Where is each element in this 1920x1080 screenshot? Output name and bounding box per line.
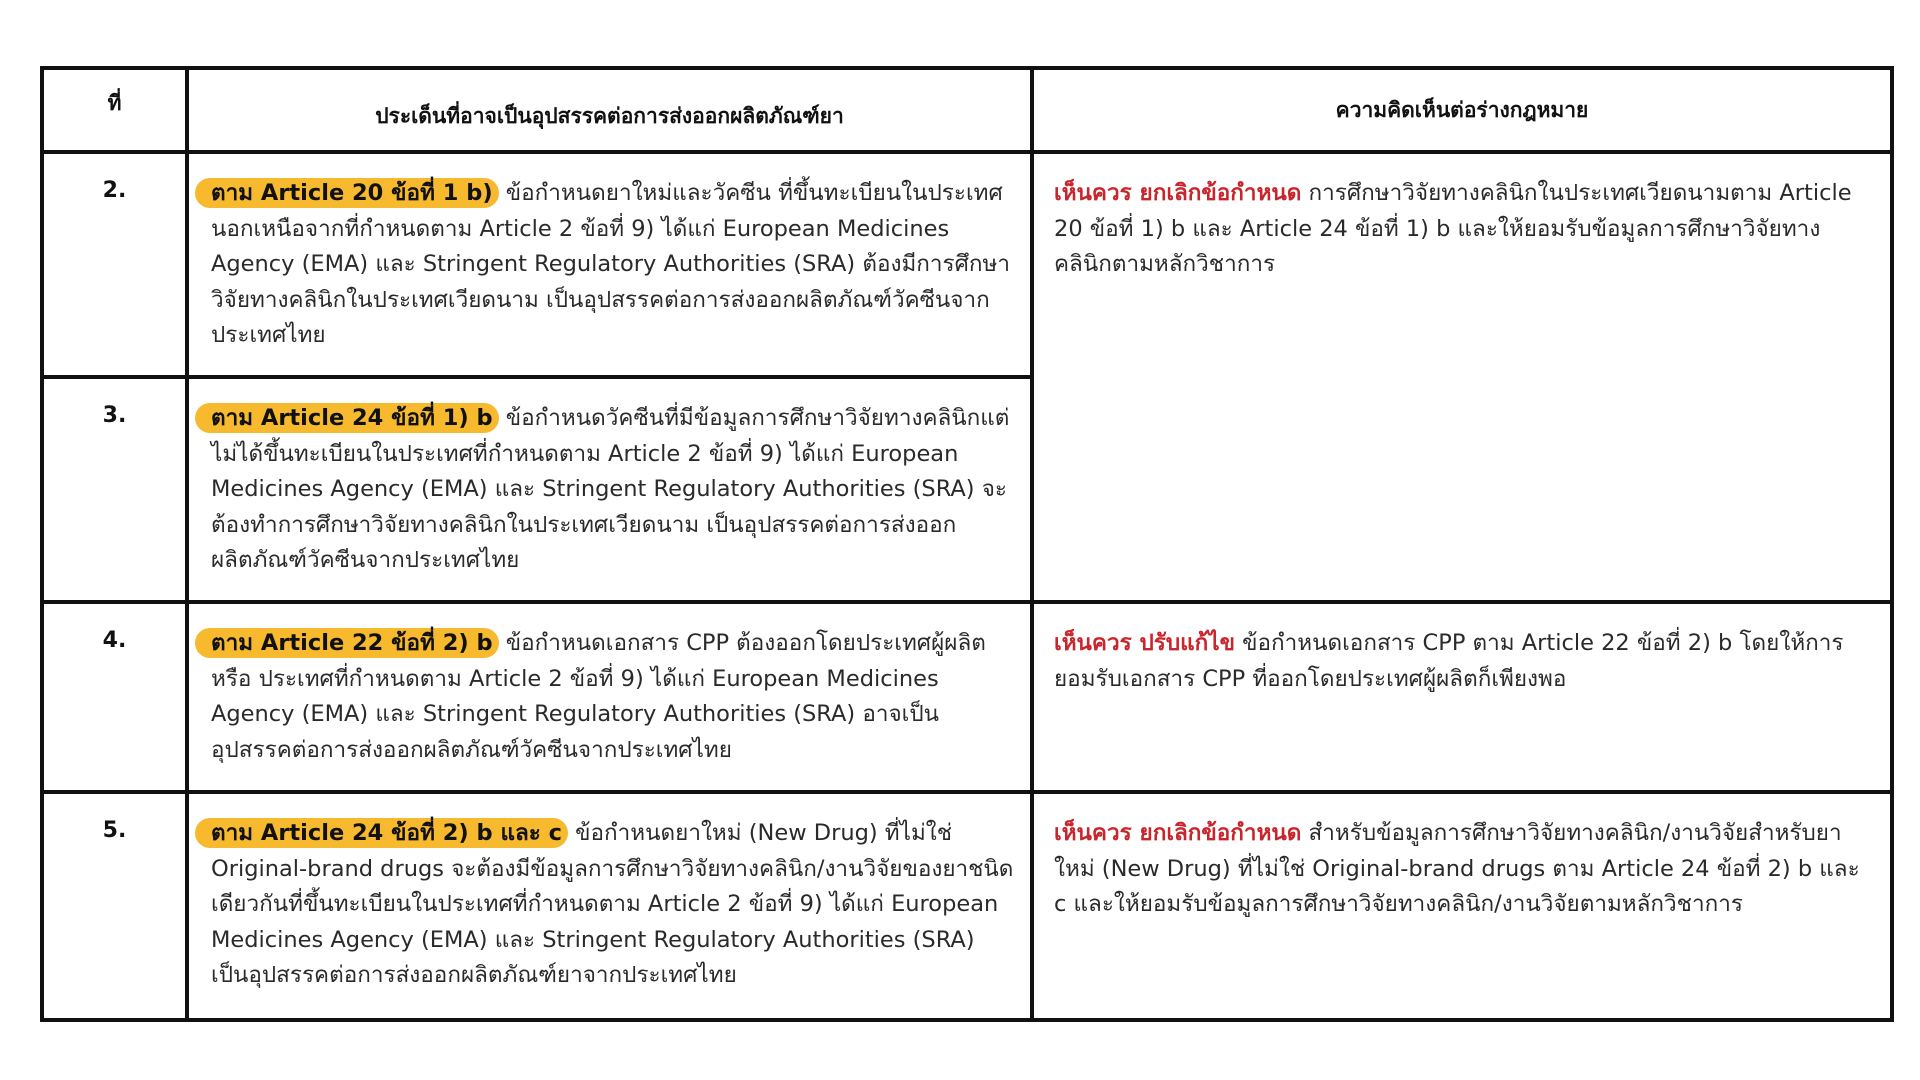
article-tag: ตาม Article 24 ข้อที่ 2) b และ c [195, 818, 568, 848]
table-row [42, 152, 1892, 377]
table-row [42, 792, 1892, 1020]
opinion-cell [1032, 152, 1892, 602]
opinion-text: สำหรับข้อมูลการศึกษาวิจัยทางคลินิก/งานวิจัยสำหรับยาใหม่ (New Drug) ที่ไม่ใช่ Original-brand drugs ตาม Article 24 ข้อที่ 2) b และ c และให้ยอมรับข้อมูลการศึกษาวิจัยทางคลินิก/งานวิจัยตามหลักวิชาการ [1054, 820, 1860, 917]
table-row [42, 602, 1892, 792]
issue-cell [187, 152, 1032, 377]
header-issue: ประเด็นที่อาจเป็นอุปสรรคต่อการส่งออกผลิตภัณฑ์ยา [187, 68, 1032, 152]
opinion-cell [1032, 602, 1892, 792]
opinion-verdict: เห็นควร ยกเลิกข้อกำหนด [1054, 180, 1302, 206]
row-number: 3. [42, 377, 187, 602]
issue-text: ข้อกำหนดวัคซีนที่มีข้อมูลการศึกษาวิจัยทางคลินิกแต่ไม่ได้ขึ้นทะเบียนในประเทศที่กำหนดตาม Article 2 ข้อที่ 9) ได้แก่ European Medicines Agency (EMA) และ Stringent Regulatory Authorities (SRA) จะต้องทำการศึกษาวิจัยทางคลินิกในประเทศเวียดนาม เป็นอุปสรรคต่อการส่งออกผลิตภัณฑ์วัคซีนจากประเทศไทย [211, 405, 1010, 573]
header-opinion: ความคิดเห็นต่อร่างกฎหมาย [1032, 68, 1892, 152]
header-no: ที่ [42, 68, 187, 152]
issue-text: ข้อกำหนดยาใหม่และวัคซีน ที่ขึ้นทะเบียนในประเทศนอกเหนือจากที่กำหนดตาม Article 2 ข้อที่ 9) ได้แก่ European Medicines Agency (EMA) และ Stringent Regulatory Authorities (SRA) ต้องมีการศึกษาวิจัยทางคลินิกในประเทศเวียดนาม เป็นอุปสรรคต่อการส่งออกผลิตภัณฑ์วัคซีนจากประเทศไทย [211, 180, 1011, 348]
issue-text: ข้อกำหนดเอกสาร CPP ต้องออกโดยประเทศผู้ผลิต หรือ ประเทศที่กำหนดตาม Article 2 ข้อที่ 9) ได้แก่ European Medicines Agency (EMA) และ Stringent Regulatory Authorities (SRA) อาจเป็นอุปสรรคต่อการส่งออกผลิตภัณฑ์วัคซีนจากประเทศไทย [211, 630, 986, 763]
table-header-row [42, 68, 1892, 152]
opinion-verdict: เห็นควร ปรับแก้ไข [1054, 630, 1235, 656]
issue-cell [187, 377, 1032, 602]
article-tag: ตาม Article 22 ข้อที่ 2) b [195, 628, 499, 658]
opinion-verdict: เห็นควร ยกเลิกข้อกำหนด [1054, 820, 1302, 846]
regulation-comment-table [40, 66, 1894, 1022]
opinion-cell [1032, 792, 1892, 1020]
row-number: 2. [42, 152, 187, 377]
issue-cell [187, 602, 1032, 792]
article-tag: ตาม Article 20 ข้อที่ 1 b) [195, 178, 499, 208]
issue-cell [187, 792, 1032, 1020]
opinion-text: ข้อกำหนดเอกสาร CPP ตาม Article 22 ข้อที่ 2) b โดยให้การยอมรับเอกสาร CPP ที่ออกโดยประเทศผู้ผลิตก็เพียงพอ [1054, 630, 1844, 692]
opinion-text: การศึกษาวิจัยทางคลินิกในประเทศเวียดนามตาม Article 20 ข้อที่ 1) b และ Article 24 ข้อที่ 1) b และให้ยอมรับข้อมูลการศึกษาวิจัยทางคลินิกตามหลักวิชาการ [1054, 180, 1852, 277]
article-tag: ตาม Article 24 ข้อที่ 1) b [195, 403, 499, 433]
row-number: 4. [42, 602, 187, 792]
issue-text: ข้อกำหนดยาใหม่ (New Drug) ที่ไม่ใช่ Original-brand drugs จะต้องมีข้อมูลการศึกษาวิจัยทางคลินิก/งานวิจัยของยาชนิดเดียวกันที่ขึ้นทะเบียนในประเทศที่กำหนดตาม Article 2 ข้อที่ 9) ได้แก่ European Medicines Agency (EMA) และ Stringent Regulatory Authorities (SRA) เป็นอุปสรรคต่อการส่งออกผลิตภัณฑ์ยาจากประเทศไทย [211, 820, 1014, 988]
row-number: 5. [42, 792, 187, 1020]
